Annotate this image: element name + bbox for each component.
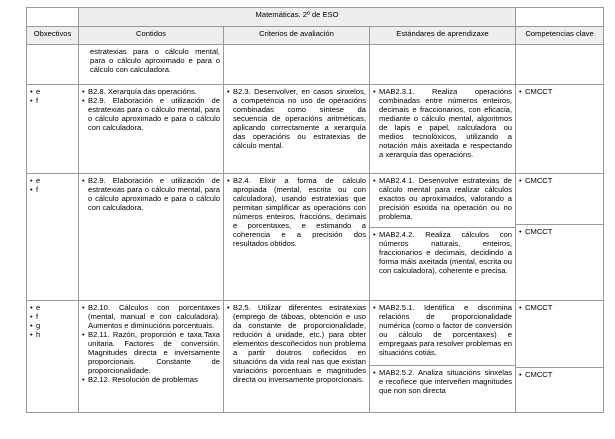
obxectivo-item: • e <box>30 87 75 96</box>
competencia-subcell <box>516 367 603 379</box>
cell-contidos <box>79 45 224 85</box>
cell-contidos <box>79 85 224 174</box>
estandar-item: • MAB2.4.1. Desenvolve estratexias de cálculo mental para realizar cálculos exactos ou aproximados, valorando a precisión esixida na operación ou no problema. <box>373 176 512 221</box>
curriculum-table <box>26 7 604 413</box>
cell-criterio <box>224 174 370 301</box>
table-row <box>27 85 604 174</box>
table-row <box>27 174 604 301</box>
cell-obxectivos <box>27 174 79 301</box>
cell-contidos <box>79 301 224 413</box>
contido-item: • B2.9. Elaboración e utilización de estratexias para o cálculo mental, para o cálculo aproximado e para o cálculo con calculadora. <box>82 176 220 212</box>
cell-obxectivos <box>27 301 79 413</box>
header-competencias: Competencias clave <box>516 27 604 45</box>
competencia-item: • CMCCT <box>519 87 600 96</box>
header-estandares: Estándares de aprendizaxe <box>370 27 516 45</box>
obxectivo-item: • e <box>30 303 75 312</box>
table-header-row <box>27 27 604 45</box>
estandar-item: • MAB2.4.2. Realiza cálculos con números naturais, enteiros, fraccionarios e decimais, decidindo a forma máis axeitada (mental, escrita ou con calculadora), coherente e precisa. <box>373 230 512 275</box>
obxectivo-item: • f <box>30 96 75 105</box>
cell-obxectivos <box>27 45 79 85</box>
header-contidos: Contidos <box>79 27 224 45</box>
estandar-item: • MAB2.3.1. Realiza operacións combinadas entre números enteiros, decimais e fraccionarios, con eficacia, mediante o cálculo mental, algoritmos de lapis e papel, calculadora ou medios tecnolóxicos, utilizando a notación máis axeitada e respectando a xerarquía das operacións. <box>373 87 512 159</box>
table-title: Matemáticas. 2º de ESO <box>79 8 516 27</box>
estandar-item: • MAB2.5.2. Analiza situacións sinxelas e recoñece que interveñen magnitudes que non son directa <box>373 368 512 395</box>
competencia-item: • CMCCT <box>519 227 600 236</box>
contido-item: • B2.8. Xerarquía das operacións. <box>82 87 220 96</box>
obxectivo-item: • h <box>30 330 75 339</box>
criterio-item: • B2.4. Elixir a forma de cálculo apropiada (mental, escrita ou con calculadora), usando estratexias que permitan simplificar as operacións con números enteiros, fraccións, decimais e porcentaxes, e estimando a coherencia e a precisión dos resultados obtidos. <box>227 176 366 248</box>
contido-item: • B2.12. Resolución de problemas <box>82 375 220 384</box>
table-row-carry <box>27 45 604 85</box>
cell-competencias <box>516 301 604 413</box>
cell-estandares <box>370 301 516 413</box>
contido-item: • B2.11. Razón, proporción e taxa.Taxa unitaria. Factores de conversión. Magnitudes directa e inversamente proporcionais. Constante de proporcionalidade. <box>82 330 220 375</box>
title-blank-cell-right <box>516 8 604 27</box>
contido-item: • B2.10. Cálculos con porcentaxes (mental, manual e con calculadora). Aumentos e diminucións porcentuais. <box>82 303 220 330</box>
table-title-row <box>27 8 604 27</box>
cell-competencias <box>516 45 604 85</box>
cell-estandares <box>370 174 516 301</box>
estandar-subcell <box>370 365 515 395</box>
criterio-item: • B2.5. Utilizar diferentes estratexias (emprego de táboas, obtención e uso da constante de proporcionalidade, redución á unidade, etc.) para obter elementos descoñecidos nun problema a partir doutros coñecidos en situacións da vida real nas que existan variacións porcentuais e magnitudes directa ou inversamente proporcionais. <box>227 303 366 384</box>
obxectivo-item: • f <box>30 185 75 194</box>
cell-competencias <box>516 85 604 174</box>
cell-criterio <box>224 85 370 174</box>
table-row <box>27 301 604 413</box>
estandar-subcell <box>370 227 515 275</box>
competencia-item: • CMCCT <box>519 303 600 312</box>
competencia-item: • CMCCT <box>519 370 600 379</box>
cell-obxectivos <box>27 85 79 174</box>
header-obxectivos: Obxectivos <box>27 27 79 45</box>
cell-contidos <box>79 174 224 301</box>
header-criterios: Criterios de avaliación <box>224 27 370 45</box>
obxectivo-item: • e <box>30 176 75 185</box>
cell-competencias <box>516 174 604 301</box>
cell-estandares <box>370 85 516 174</box>
competencia-subcell <box>516 224 603 236</box>
estandar-item: • MAB2.5.1. Identifica e discrimina relacións de proporcionalidade numérica (como o factor de conversión ou cálculo de porcentaxes) e empregaas para resolver problemas en situacións cotiás. <box>373 303 512 357</box>
criterio-item: • B2.3. Desenvolver, en casos sinxelos, a competencia no uso de operacións combinadas como síntese da secuencia de operacións aritméticas, aplicando correctamente a xerarquía das operacións ou estratexias de cálculo mental. <box>227 87 366 150</box>
title-blank-cell <box>27 8 79 27</box>
contido-item: • B2.9. Elaboración e utilización de estratexias para o cálculo mental, para o cálculo aproximado e para o cálculo con calculadora. <box>82 96 220 132</box>
cell-estandares <box>370 45 516 85</box>
cell-criterio <box>224 45 370 85</box>
obxectivo-item: • f <box>30 312 75 321</box>
cell-criterio <box>224 301 370 413</box>
competencia-item: • CMCCT <box>519 176 600 185</box>
contidos-carry-text: estratexias para o cálculo mental, para o cálculo aproximado e para o cálculo con calculadora. <box>90 47 220 74</box>
obxectivo-item: • g <box>30 321 75 330</box>
